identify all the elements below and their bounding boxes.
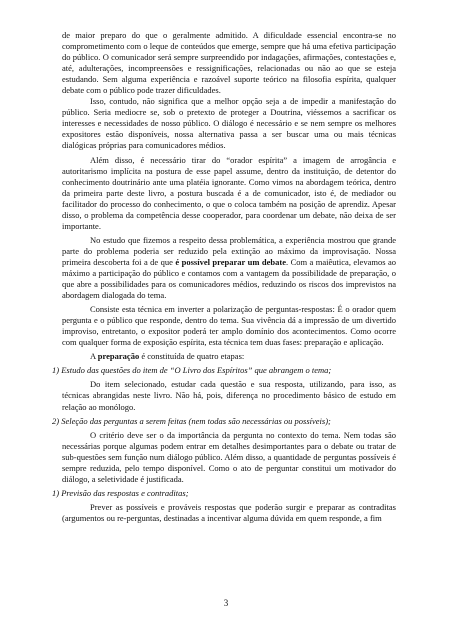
bold-text: preparação — [97, 351, 140, 362]
step-label: 2) Seleção das perguntas a serem feitas (nem todas são necessárias ou possíveis); — [52, 415, 331, 426]
document-body — [52, 30, 396, 524]
step-heading — [52, 416, 396, 427]
step-body: Prever as possíveis e prováveis respostas que poderão surgir e preparar as contraditas (argumentos ou re-perguntas, destinadas a incentivar alguma dúvida em quem responde, a fim — [62, 501, 396, 523]
text-run: No estudo que fizemos a respeito dessa problemática, a experiência mostrou que grande parte do problema poderia ser reduzido pela extinção ao máximo da improvisação. Nossa primeira descoberta foi a de que — [62, 234, 396, 267]
step-heading — [52, 365, 396, 376]
paragraph — [62, 351, 396, 362]
text-run: . Com a maiêutica, elevamos ao máximo a participação do público e contamos com a vantagem da possibilidade de preparação, o que abre a possibilidades para os comunicadores médios, reduzindo os riscos dos imprevistos na abordagem dialogada do tema. — [62, 256, 396, 301]
paragraph: Consiste esta técnica em inverter a polarização de perguntas-respostas: É o orador quem pergunta e o público que responde, dentro do tema. Sua vivência dá a impressão de um divertido improviso, entretanto, o expositor poderá ter amplo domínio dos acontecimentos. Como ocorre com qualquer forma de exposição espírita, esta técnica tem duas fases: preparação e aplicação. — [62, 304, 396, 348]
step-label: 1) Previsão das respostas e contraditas; — [52, 487, 189, 498]
paragraph — [62, 235, 396, 301]
step-body: O critério deve ser o da importância da pergunta no contexto do tema. Nem todas são necessárias porque algumas podem entrar em detalhes desimportantes para o debate ou tratar de sub-questões sem função num diálogo público. Além disso, a quantidade de perguntas possíveis é sempre reduzida, pelo tempo disponível. Como o ato de perguntar constitui um motivador do diálogo, a seletividade é justificada. — [62, 429, 396, 484]
paragraph: Isso, contudo, não significa que a melhor opção seja a de impedir a manifestação do público. Seria mediocre se, sob o pretexto de proteger a Doutrina, viéssemos a sacrificar os interesses e necessidades de nosso público. O diálogo é necessário e se nem sempre os melhores expositores estão disponíveis, nossa alternativa passa a ser buscar uma ou mais técnicas dialógicas próprias para comunicadores médios. — [62, 96, 396, 151]
bold-text: é possível preparar um debate — [175, 256, 286, 267]
step-heading — [52, 488, 396, 499]
page-number: 3 — [223, 598, 229, 608]
step-body: Do item selecionado, estudar cada questão e sua resposta, utilizando, para isso, as técnicas abrangidas neste livro. Não há, pois, diferença no procedimento básico de estudo em relação ao monólogo. — [62, 379, 396, 412]
text-run: é constituída de quatro etapas: — [139, 351, 245, 362]
text-run: A — [90, 351, 98, 362]
paragraph: de maior preparo do que o geralmente admitido. A dificuldade essencial encontra-se no comprometimento com o leque de conteúdos que emerge, sempre que há uma efetiva participação do público. O comunicador será sempre surpreendido por indagações, afirmações, contestações e, até, adulterações, incompreensões e ressignificações, relacionadas ou não ao que se esteja estudando. Sem alguma experiência e razoável suporte teórico na filosofia espírita, qualquer debate com o público pode trazer dificuldades. — [62, 30, 396, 96]
step-label: 1) Estudo das questões do item de “O Livro dos Espíritos” que abrangem o tema; — [52, 365, 332, 376]
paragraph: Além disso, é necessário tirar do “orador espírita” a imagem de arrogância e autoritarismo implícita na postura de esse papel assume, dentro da instituição, de detentor do conhecimento doutrinário ante uma platéia ignorante. Como vimos na abordagem teórica, dentro da primeira parte deste livro, a postura buscada é a de comunicador, isto é, de mediador ou facilitador do processo do conhecimento, o que o coloca também na posição de aprendiz. Apesar disso, o problema da competência desse cooperador, para coordenar um debate, não deixa de ser importante. — [62, 154, 396, 231]
